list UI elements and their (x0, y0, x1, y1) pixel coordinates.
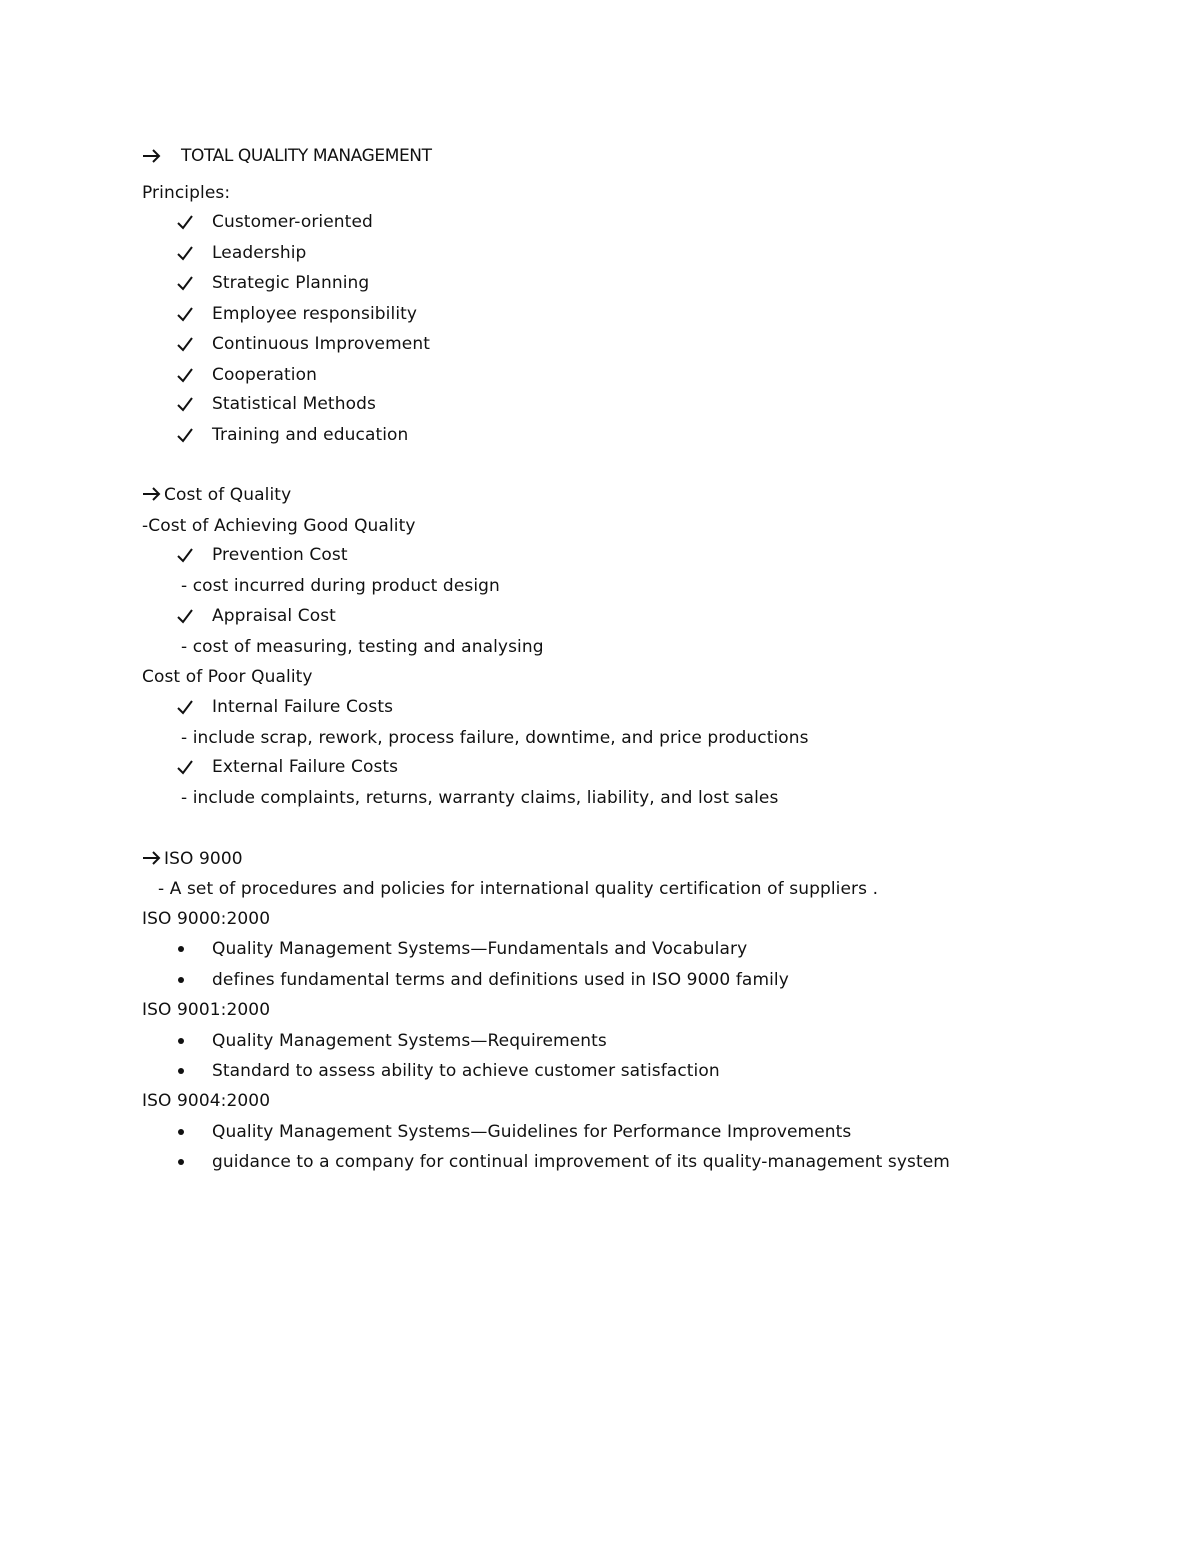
checkmark-icon (176, 333, 194, 355)
iso-9001-item: Standard to assess ability to achieve customer satisfaction (212, 1061, 720, 1081)
appraisal-cost-desc: - cost of measuring, testing and analysing (181, 637, 544, 657)
iso-9000-2000-label: ISO 9000:2000 (142, 909, 271, 929)
checkmark-icon (176, 242, 194, 264)
iso-9000-item: Quality Management Systems—Fundamentals and Vocabulary (212, 939, 748, 959)
principle-item: Statistical Methods (212, 394, 376, 414)
iso-heading-line (142, 848, 243, 872)
checkmark-icon (176, 696, 194, 718)
checkmark-icon (176, 272, 194, 294)
coq-good-label: -Cost of Achieving Good Quality (142, 516, 416, 536)
bullet-icon (178, 1129, 184, 1135)
internal-failure-desc: - include scrap, rework, process failure, downtime, and price productions (181, 728, 809, 748)
iso-9004-item: Quality Management Systems—Guidelines for Performance Improvements (212, 1122, 852, 1142)
checkmark-icon (176, 393, 194, 415)
principles-label: Principles: (142, 183, 231, 203)
checkmark-icon (176, 756, 194, 778)
checkmark-icon (176, 544, 194, 566)
checkmark-icon (176, 364, 194, 386)
principle-item: Leadership (212, 243, 307, 263)
bullet-icon (178, 946, 184, 952)
iso-9004-2000-label: ISO 9004:2000 (142, 1091, 271, 1111)
external-failure-desc: - include complaints, returns, warranty claims, liability, and lost sales (181, 788, 779, 808)
prevention-cost-desc: - cost incurred during product design (181, 576, 500, 596)
iso-9000-item: defines fundamental terms and definitions used in ISO 9000 family (212, 970, 789, 990)
arrow-right-icon (142, 145, 162, 167)
checkmark-icon (176, 211, 194, 233)
principle-item: Strategic Planning (212, 273, 370, 293)
iso-9001-item: Quality Management Systems—Requirements (212, 1031, 607, 1051)
bullet-icon (178, 1159, 184, 1165)
iso-9001-2000-label: ISO 9001:2000 (142, 1000, 271, 1020)
iso-heading: ISO 9000 (164, 849, 243, 869)
appraisal-cost: Appraisal Cost (212, 606, 336, 626)
principle-item: Continuous Improvement (212, 334, 430, 354)
prevention-cost: Prevention Cost (212, 545, 348, 565)
coq-heading: Cost of Quality (164, 485, 292, 505)
internal-failure-costs: Internal Failure Costs (212, 697, 394, 717)
principle-item: Customer-oriented (212, 212, 373, 232)
checkmark-icon (176, 424, 194, 446)
arrow-right-icon (142, 486, 162, 508)
principle-item: Cooperation (212, 365, 317, 385)
checkmark-icon (176, 303, 194, 325)
arrow-right-icon (142, 850, 162, 872)
coq-poor-label: Cost of Poor Quality (142, 667, 313, 687)
checkmark-icon (176, 605, 194, 627)
iso-desc: - A set of procedures and policies for international quality certification of suppliers . (158, 879, 879, 899)
bullet-icon (178, 1038, 184, 1044)
coq-heading-line (142, 484, 291, 508)
principle-item: Training and education (212, 425, 409, 445)
principle-item: Employee responsibility (212, 304, 418, 324)
iso-9004-item: guidance to a company for continual improvement of its quality-management system (212, 1152, 950, 1172)
external-failure-costs: External Failure Costs (212, 757, 399, 777)
bullet-icon (178, 977, 184, 983)
bullet-icon (178, 1068, 184, 1074)
tqm-heading: TOTAL QUALITY MANAGEMENT (181, 146, 432, 166)
